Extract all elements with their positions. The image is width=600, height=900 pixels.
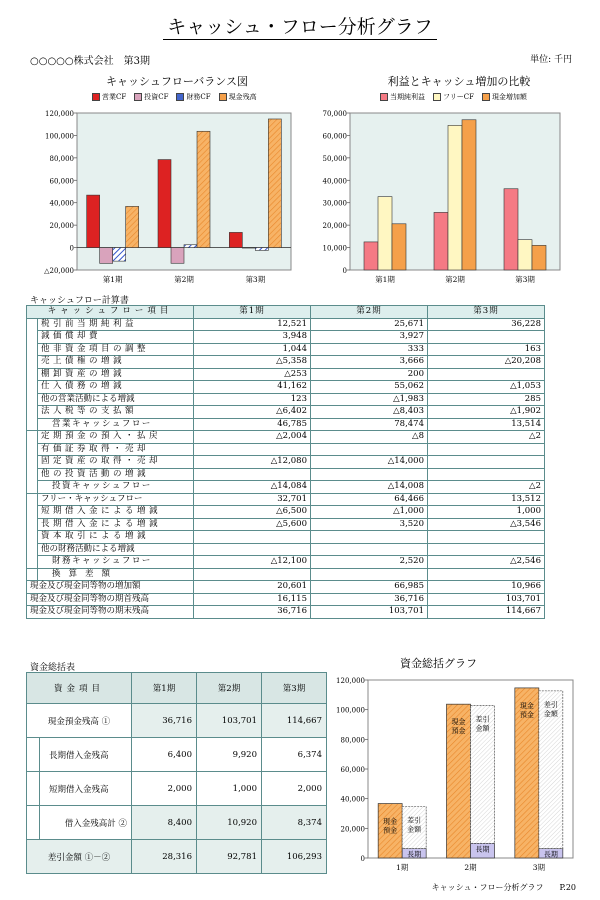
cf-row-value: 163 xyxy=(428,343,545,356)
summary-short-label: 短期借入金残高 xyxy=(27,772,132,806)
cf-row-value xyxy=(311,531,428,544)
summary-short-p3: 2,000 xyxy=(262,772,327,806)
bar-operating xyxy=(158,160,171,248)
cf-row-value: 3,520 xyxy=(311,518,428,531)
cf-bottom-value: 36,716 xyxy=(311,593,428,606)
cf-bottom-value: 103,701 xyxy=(428,593,545,606)
cf-row-value xyxy=(428,468,545,481)
x-tick-label: 第2期 xyxy=(174,275,194,284)
summary-diff-p2: 92,781 xyxy=(197,840,262,874)
bar-investing xyxy=(171,248,184,264)
cf-total-value: △2,546 xyxy=(428,556,545,569)
cf-row xyxy=(27,431,545,444)
cf-row xyxy=(27,331,545,344)
summary-diff-label: 差引金額 ①－② xyxy=(27,840,132,874)
cashflow-balance-chart xyxy=(25,105,305,290)
cf-row-value: △253 xyxy=(194,368,311,381)
y-tick-label: 20,000 xyxy=(49,222,74,231)
y-tick-label: 40,000 xyxy=(340,795,365,804)
cf-fx-label: 換算差額 xyxy=(38,568,194,581)
bar-label: 現金 xyxy=(383,817,398,826)
cf-row xyxy=(27,443,545,456)
cf-row xyxy=(27,381,545,394)
cf-total-value: 46,785 xyxy=(194,418,311,431)
bar-cash xyxy=(197,131,210,247)
bar-financial xyxy=(255,248,268,251)
summary-title: 資金総括表 xyxy=(30,663,76,673)
legend-profit: 当期純利益 xyxy=(380,92,425,102)
y-tick-label: 100,000 xyxy=(336,706,365,715)
summary-debt-p1: 8,400 xyxy=(132,806,197,840)
cf-bottom-row xyxy=(27,581,545,594)
cf-row xyxy=(27,356,545,369)
cf-bottom-label: 現金及び現金同等物の期末残高 xyxy=(27,606,194,619)
cf-header-item: キャッシュフロー項目 xyxy=(27,306,194,319)
cf-row-value: 3,948 xyxy=(194,331,311,344)
cf-row-label: 仕入債務の増減 xyxy=(38,381,194,394)
cf-row-value: 123 xyxy=(194,393,311,406)
cf-row-value: 41,162 xyxy=(194,381,311,394)
bar-label: 現金 xyxy=(519,701,534,710)
bar-label: 差引 xyxy=(543,700,558,709)
cf-bottom-value: 16,115 xyxy=(194,593,311,606)
cf-row-value: △5,600 xyxy=(194,518,311,531)
page-title: キャッシュ・フロー分析グラフ xyxy=(0,12,600,39)
y-tick-label: 20,000 xyxy=(340,825,365,834)
y-tick-label: 10,000 xyxy=(322,244,347,253)
summary-long-p1: 6,400 xyxy=(132,738,197,772)
cf-row-value xyxy=(428,368,545,381)
cf-fx-value xyxy=(311,568,428,581)
y-tick-label: 0 xyxy=(360,855,365,863)
cf-row-value xyxy=(428,543,545,556)
cf-row-value: △5,358 xyxy=(194,356,311,369)
cf-bottom-value: 66,985 xyxy=(311,581,428,594)
cf-row xyxy=(27,318,545,331)
cf-section-title: キャッシュフロー計算書 xyxy=(30,296,129,306)
cf-total-label: 営業キャッシュフロー xyxy=(38,418,194,431)
fund-summary-chart xyxy=(320,672,582,877)
x-tick-label: 第1期 xyxy=(102,275,123,284)
cf-row xyxy=(27,393,545,406)
cf-row xyxy=(27,493,545,506)
y-tick-label: △20,000 xyxy=(44,267,74,275)
bar-free-cf xyxy=(378,197,392,270)
summary-table xyxy=(26,672,327,874)
cf-row-value: △6,402 xyxy=(194,406,311,419)
x-tick-label: 1期 xyxy=(396,863,409,872)
cf-total-row xyxy=(27,418,545,431)
bar-label: 長期 xyxy=(475,845,490,854)
x-tick-label: 第1期 xyxy=(375,275,395,284)
cf-bottom-label: 現金及び現金同等物の増加額 xyxy=(27,581,194,594)
cf-total-value: △14,008 xyxy=(311,481,428,494)
y-tick-label: 50,000 xyxy=(322,154,347,163)
cf-row xyxy=(27,506,545,519)
cf-row-value: △20,208 xyxy=(428,356,545,369)
bar-label: 預金 xyxy=(451,727,466,736)
footer-label: キャッシュ・フロー分析グラフ P.20 xyxy=(431,883,576,892)
cf-row-value xyxy=(194,543,311,556)
cf-bottom-value: 114,667 xyxy=(428,606,545,619)
summary-debt-p3: 8,374 xyxy=(262,806,327,840)
summary-long-p3: 6,374 xyxy=(262,738,327,772)
cf-bottom-value: 103,701 xyxy=(311,606,428,619)
bar-cash xyxy=(268,119,281,248)
summary-debt-p2: 10,920 xyxy=(197,806,262,840)
cf-total-value: △12,100 xyxy=(194,556,311,569)
x-tick-label: 第3期 xyxy=(245,275,266,284)
cf-row-value: △1,000 xyxy=(311,506,428,519)
bar-label: 現金 xyxy=(451,718,466,727)
bar-label: 差引 xyxy=(407,816,422,825)
cf-row-label: 棚卸資産の増減 xyxy=(38,368,194,381)
cf-row-value xyxy=(311,543,428,556)
company-label: ○○○○○株式会社 第3期 xyxy=(30,56,150,67)
cf-row-value: △12,080 xyxy=(194,456,311,469)
cf-row-value: △2 xyxy=(428,431,545,444)
cf-row-value xyxy=(428,531,545,544)
x-tick-label: 3期 xyxy=(532,863,545,872)
bar-profit xyxy=(504,189,518,270)
cf-row xyxy=(27,531,545,544)
cf-row-value: △1,902 xyxy=(428,406,545,419)
summary-header-p2: 第2期 xyxy=(197,673,262,704)
cf-row-label: 長期借入金による増減 xyxy=(38,518,194,531)
cf-row-value: △1,053 xyxy=(428,381,545,394)
bar-free-cf xyxy=(518,240,532,270)
chart1-title: キャッシュフローバランス図 xyxy=(106,75,248,88)
cf-row-value: 12,521 xyxy=(194,318,311,331)
cf-row-label: 定期預金の預入・払戻 xyxy=(38,431,194,444)
cf-row-label: 短期借入金による増減 xyxy=(38,506,194,519)
cf-row-value: 64,466 xyxy=(311,493,428,506)
x-tick-label: 2期 xyxy=(464,863,477,872)
cf-row-value: 13,512 xyxy=(428,493,545,506)
summary-header-p3: 第3期 xyxy=(262,673,327,704)
summary-header-p1: 第1期 xyxy=(132,673,197,704)
cf-row-label: 他の投資活動の増減 xyxy=(38,468,194,481)
cf-row-value: 3,666 xyxy=(311,356,428,369)
y-tick-label: 80,000 xyxy=(340,736,365,745)
cf-row-value: 1,044 xyxy=(194,343,311,356)
cf-row xyxy=(27,543,545,556)
cf-row-value xyxy=(311,443,428,456)
y-tick-label: 0 xyxy=(69,244,74,253)
cf-row-label: 資本取引による増減 xyxy=(38,531,194,544)
summary-long-label: 長期借入金残高 xyxy=(27,738,132,772)
cf-total-value: △14,084 xyxy=(194,481,311,494)
bar-label: 金額 xyxy=(407,825,422,834)
cf-bottom-value: 36,716 xyxy=(194,606,311,619)
cf-bottom-row xyxy=(27,593,545,606)
bar-operating xyxy=(229,232,242,247)
bar-financial xyxy=(113,248,126,262)
cf-total-row xyxy=(27,481,545,494)
cf-row-value: △1,983 xyxy=(311,393,428,406)
cf-row-value: △2,004 xyxy=(194,431,311,444)
cf-row-label: 有価証券取得・売却 xyxy=(38,443,194,456)
y-tick-label: 80,000 xyxy=(49,154,74,163)
cashflow-table xyxy=(26,305,545,619)
x-tick-label: 第2期 xyxy=(445,275,465,284)
cf-row xyxy=(27,468,545,481)
legend-financial: 財務CF xyxy=(176,92,210,102)
cf-row xyxy=(27,456,545,469)
cf-fx-value xyxy=(194,568,311,581)
y-tick-label: 40,000 xyxy=(322,177,347,186)
cf-row-value: △14,000 xyxy=(311,456,428,469)
cf-row xyxy=(27,406,545,419)
summary-cash-p2: 103,701 xyxy=(197,704,262,738)
cf-bottom-label: 現金及び現金同等物の期首残高 xyxy=(27,593,194,606)
cf-row-value xyxy=(428,331,545,344)
bar-profit xyxy=(434,212,448,270)
cf-header-p3: 第3期 xyxy=(428,306,545,319)
cf-row-label: 他の営業活動による増減 xyxy=(38,393,194,406)
cf-total-value: 13,514 xyxy=(428,418,545,431)
bar-label: 預金 xyxy=(519,710,534,719)
unit-label: 単位: 千円 xyxy=(530,55,572,65)
cf-row-value: △8,403 xyxy=(311,406,428,419)
cf-bottom-row xyxy=(27,606,545,619)
summary-cash-p1: 36,716 xyxy=(132,704,197,738)
cf-row-value: 200 xyxy=(311,368,428,381)
y-tick-label: 0 xyxy=(342,267,347,275)
cf-total-value: 78,474 xyxy=(311,418,428,431)
summary-long-p2: 9,920 xyxy=(197,738,262,772)
cf-row-value: 36,228 xyxy=(428,318,545,331)
cf-row-value: 55,062 xyxy=(311,381,428,394)
y-tick-label: 60,000 xyxy=(49,177,74,186)
cf-row-value: △3,546 xyxy=(428,518,545,531)
cf-total-label: 財務キャッシュフロー xyxy=(38,556,194,569)
chart2-title: 利益とキャッシュ増加の比較 xyxy=(387,75,531,88)
cf-row-value xyxy=(311,468,428,481)
bar-label: 預金 xyxy=(383,826,398,835)
cf-row xyxy=(27,368,545,381)
cf-row-value xyxy=(194,468,311,481)
cf-row-label: 法人税等の支払額 xyxy=(38,406,194,419)
profit-cash-chart xyxy=(305,105,580,290)
cf-row-value xyxy=(428,456,545,469)
cf-bottom-value: 20,601 xyxy=(194,581,311,594)
cf-row-label: フリー・キャッシュフロー xyxy=(38,493,194,506)
chart3-title: 資金総括グラフ xyxy=(400,657,477,670)
legend-free: フリーCF xyxy=(433,92,474,102)
cf-row-value: △8 xyxy=(311,431,428,444)
bar-operating xyxy=(87,195,100,247)
bar-cash-increase xyxy=(532,245,546,270)
chart1-legend xyxy=(92,92,257,102)
y-tick-label: 60,000 xyxy=(340,766,365,774)
y-tick-label: 40,000 xyxy=(49,199,74,208)
cf-row-label: 売上債権の増減 xyxy=(38,356,194,369)
cf-row-label: 減価償却費 xyxy=(38,331,194,344)
y-tick-label: 60,000 xyxy=(322,132,347,141)
summary-short-p1: 2,000 xyxy=(132,772,197,806)
cf-total-label: 投資キャッシュフロー xyxy=(38,481,194,494)
bar-cash-increase xyxy=(462,120,476,270)
cf-row-value: △6,500 xyxy=(194,506,311,519)
summary-table-wrap xyxy=(26,672,327,874)
summary-cash-p3: 114,667 xyxy=(262,704,327,738)
cf-fx-value xyxy=(428,568,545,581)
cf-bottom-value: 10,966 xyxy=(428,581,545,594)
cf-row-value: 25,671 xyxy=(311,318,428,331)
cf-row-value xyxy=(194,443,311,456)
bar-label: 長期 xyxy=(543,850,558,859)
cf-table-wrap xyxy=(26,305,545,619)
summary-cash-label: 現金預金残高 ① xyxy=(27,704,132,738)
cf-row-value: 1,000 xyxy=(428,506,545,519)
legend-investing: 投資CF xyxy=(134,92,168,102)
legend-increase: 現金増加額 xyxy=(482,92,527,102)
summary-diff-p3: 106,293 xyxy=(262,840,327,874)
cf-row-value: 333 xyxy=(311,343,428,356)
cf-total-value: △2 xyxy=(428,481,545,494)
cf-row-value: 32,701 xyxy=(194,493,311,506)
legend-cash: 現金残高 xyxy=(219,92,257,102)
y-tick-label: 120,000 xyxy=(45,110,74,118)
cf-row xyxy=(27,518,545,531)
cf-total-row xyxy=(27,556,545,569)
cf-header-p2: 第2期 xyxy=(311,306,428,319)
bar-label: 金額 xyxy=(543,709,558,718)
cf-row-value: 285 xyxy=(428,393,545,406)
summary-header-item: 資金項目 xyxy=(27,673,132,704)
cf-row-value: 3,927 xyxy=(311,331,428,344)
y-tick-label: 30,000 xyxy=(322,199,347,208)
cf-row-value xyxy=(194,531,311,544)
y-tick-label: 120,000 xyxy=(336,677,365,685)
y-tick-label: 20,000 xyxy=(322,222,347,231)
bar-label: 差引 xyxy=(475,715,490,724)
cf-row-label: 固定資産の取得・売却 xyxy=(38,456,194,469)
cf-fx-row xyxy=(27,568,545,581)
cf-row-value xyxy=(428,443,545,456)
cf-row-label: 税引前当期純利益 xyxy=(38,318,194,331)
bar-investing xyxy=(100,248,113,264)
chart2-legend xyxy=(380,92,527,102)
y-tick-label: 100,000 xyxy=(45,132,74,141)
bar-label: 長期 xyxy=(407,850,422,859)
cf-row-label: 他の財務活動による増減 xyxy=(38,543,194,556)
bar-investing xyxy=(242,248,255,249)
bar-label: 金額 xyxy=(475,724,490,733)
summary-debt-label: 借入金残高計 ② xyxy=(27,806,132,840)
bar-cash-increase xyxy=(392,224,406,270)
legend-operating: 営業CF xyxy=(92,92,126,102)
cf-header-p1: 第1期 xyxy=(194,306,311,319)
cf-row-label: 他非資金項目の調整 xyxy=(38,343,194,356)
bar-profit xyxy=(364,242,378,270)
bar-financial xyxy=(184,245,197,248)
summary-short-p2: 1,000 xyxy=(197,772,262,806)
x-tick-label: 第3期 xyxy=(515,275,535,284)
bar-cash xyxy=(126,206,139,247)
cf-row xyxy=(27,343,545,356)
summary-diff-p1: 28,316 xyxy=(132,840,197,874)
bar-free-cf xyxy=(448,125,462,270)
y-tick-label: 70,000 xyxy=(322,110,347,118)
cf-total-value: 2,520 xyxy=(311,556,428,569)
